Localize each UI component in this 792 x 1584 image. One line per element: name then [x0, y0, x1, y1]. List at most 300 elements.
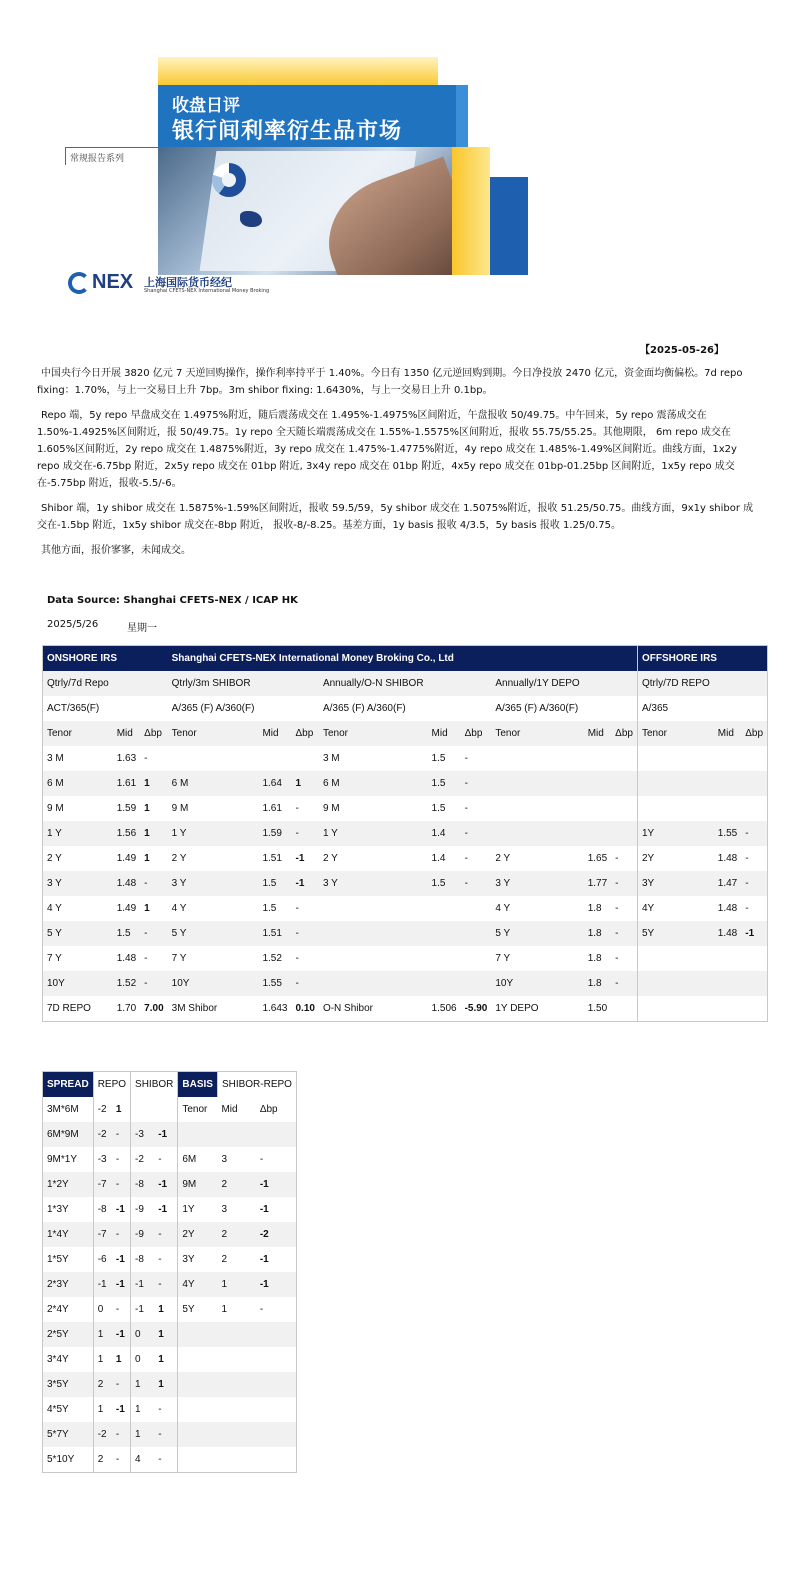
- table-cell: -8: [131, 1247, 155, 1272]
- table-cell: [611, 771, 637, 796]
- table-row: [43, 771, 768, 796]
- table-cell: 3Y: [637, 871, 713, 896]
- irs-header-cell: ONSHORE IRS: [43, 646, 168, 672]
- banner-blue-accent: [456, 85, 468, 147]
- table-cell: 7 Y: [47, 953, 62, 964]
- table-cell: 2: [221, 1254, 227, 1265]
- table-row: [43, 1197, 297, 1222]
- table-cell: [637, 996, 713, 1022]
- table-cell: [461, 671, 492, 696]
- table-cell: 3*5Y: [43, 1372, 94, 1397]
- table-cell: 1*2Y: [43, 1172, 94, 1197]
- table-cell: 1.4: [431, 853, 446, 864]
- table-cell: 6 M: [319, 771, 428, 796]
- table-cell: 1.47: [714, 871, 741, 896]
- spread-header-cell: SHIBOR-REPO: [217, 1072, 296, 1098]
- table-cell: 1 Y: [43, 821, 113, 846]
- table-cell: 1.5: [428, 871, 461, 896]
- table-cell: -1: [154, 1172, 178, 1197]
- table-cell: 1.5: [431, 803, 446, 814]
- table-cell: Mid: [584, 721, 611, 746]
- table-cell: -: [158, 1254, 162, 1265]
- table-cell: -: [291, 971, 318, 996]
- table-cell: [168, 746, 259, 771]
- table-cell: 1: [291, 771, 318, 796]
- table-cell: [178, 1422, 218, 1447]
- table-cell: 2 Y: [495, 853, 511, 864]
- table-cell: [584, 671, 611, 696]
- table-cell: -2: [93, 1122, 112, 1147]
- table-cell: A/365 (F) A/360(F): [495, 703, 579, 714]
- table-cell: Annually/O-N SHIBOR: [319, 671, 428, 696]
- table-cell: -: [295, 953, 299, 964]
- table-cell: -: [611, 871, 637, 896]
- table-cell: A/365 (F) A/360(F): [322, 703, 406, 714]
- table-cell: 1: [144, 903, 150, 914]
- table-cell: [178, 1122, 218, 1147]
- table-cell: -: [158, 1454, 162, 1465]
- table-cell: 1.48: [714, 921, 741, 946]
- table-cell: -: [112, 1422, 131, 1447]
- table-cell: 4Y: [178, 1272, 218, 1297]
- table-cell: [428, 671, 461, 696]
- table-cell: -2: [131, 1147, 155, 1172]
- table-cell: 2*5Y: [43, 1322, 94, 1347]
- table-cell: [714, 771, 741, 796]
- table-cell: [741, 971, 767, 996]
- table-cell: -1: [259, 1254, 269, 1265]
- table-cell: [217, 1397, 255, 1422]
- table-row: [43, 1272, 297, 1297]
- table-cell: 1.49: [116, 853, 137, 864]
- table-cell: 1.5: [113, 921, 140, 946]
- nex-logo-mark-icon: [68, 272, 90, 294]
- table-row: [43, 1422, 297, 1447]
- table-cell: Tenor: [319, 721, 428, 746]
- table-cell: [258, 696, 291, 721]
- table-cell: [584, 796, 611, 821]
- table-cell: 1.61: [262, 803, 282, 814]
- table-row: [43, 1297, 297, 1322]
- table-cell: -: [611, 971, 637, 996]
- table-cell: -: [745, 853, 749, 864]
- table-row: [43, 946, 768, 971]
- table-cell: 2 Y: [322, 853, 338, 864]
- table-cell: 1.48: [717, 853, 738, 864]
- table-cell: 3M Shibor: [171, 1003, 218, 1014]
- table-cell: 1.49: [116, 903, 137, 914]
- table-cell: -: [144, 953, 148, 964]
- table-cell: [637, 946, 713, 971]
- paragraph-repo: Repo 端，5y repo 早盘成交在 1.4975%附近，随后震荡成交在 1.495%-1.4975%区间附近，午盘报收 50/49.75。中午回来，5y repo 震荡成交在 1.50%-1.4925%区间附近，报 50/49.75。1y repo 全天随长端震荡成交在 1.55%-1.5575%区间附近，报收 55.75/55.25。其他期限， 6m repo 成交在 1.605%区间附近，2y repo 成交在 1.4875%附近，3y repo 成交在 1.475%-1.4775%附近，4y repo 成交在 1.485%-1.49%区间附近。曲线方面，1x2y repo 成交在-6.75bp 附近，2x5y repo 成交在 01bp 附近, 3x4y repo 成交在 01bp 附近，4x5y repo 成交在 01bp-01.25bp 区间附近，1x5y repo 成交在-5.75bp 附近，报收-5.5/-6。: [37, 410, 737, 489]
- table-cell: 1.8: [587, 953, 602, 964]
- table-cell: 9M*1Y: [47, 1154, 78, 1165]
- table-cell: 10Y: [491, 971, 583, 996]
- table-cell: 1: [115, 1354, 122, 1365]
- table-row: [43, 821, 768, 846]
- table-cell: 1: [140, 771, 167, 796]
- table-cell: [491, 746, 583, 771]
- table-cell: -: [112, 1122, 131, 1147]
- table-cell: [637, 771, 713, 796]
- table-row: [43, 1147, 297, 1172]
- table-cell: 5 Y: [168, 921, 259, 946]
- table-cell: 1: [154, 1322, 178, 1347]
- table-cell: 6M: [178, 1147, 218, 1172]
- table-cell: 4*5Y: [47, 1404, 69, 1415]
- table-cell: -: [140, 871, 167, 896]
- table-cell: 4 Y: [171, 903, 187, 914]
- table-cell: 3 M: [47, 753, 64, 764]
- table-cell: 1.55: [714, 821, 741, 846]
- table-cell: [461, 921, 492, 946]
- table-cell: [258, 671, 291, 696]
- table-cell: 5*10Y: [47, 1454, 75, 1465]
- table-cell: 3: [221, 1204, 227, 1215]
- table-cell: [611, 996, 637, 1022]
- table-row: [43, 1372, 297, 1397]
- table-cell: [256, 1447, 297, 1473]
- table-cell: [178, 1347, 218, 1372]
- table-cell: -1: [115, 1254, 125, 1265]
- table-cell: [741, 796, 767, 821]
- table-cell: 1: [93, 1322, 112, 1347]
- table-cell: [611, 746, 637, 771]
- table-cell: -: [291, 821, 318, 846]
- table-cell: 0: [131, 1347, 155, 1372]
- table-cell: [113, 671, 140, 696]
- table-cell: [461, 896, 492, 921]
- table-cell: [637, 746, 713, 771]
- table-row: [43, 971, 768, 996]
- table-cell: 5*7Y: [43, 1422, 94, 1447]
- table-cell: [154, 1097, 178, 1122]
- table-cell: -1: [256, 1272, 297, 1297]
- table-cell: [714, 796, 741, 821]
- table-cell: -1: [259, 1204, 269, 1215]
- table-cell: 7.00: [144, 1003, 164, 1014]
- paragraph-other: 其他方面，报价寥寥，未闻成交。: [41, 545, 191, 556]
- table-cell: -: [154, 1222, 178, 1247]
- table-cell: [256, 1322, 297, 1347]
- spread-quote-table: [42, 1071, 297, 1473]
- table-cell: 1: [93, 1347, 112, 1372]
- table-cell: -: [461, 821, 492, 846]
- table-cell: 2: [93, 1372, 112, 1397]
- table-cell: 1: [115, 1104, 122, 1115]
- table-cell: 4 Y: [47, 903, 62, 914]
- table-cell: 1: [158, 1354, 164, 1365]
- table-cell: 2: [217, 1222, 255, 1247]
- table-cell: 2Y: [637, 846, 713, 871]
- table-cell: [491, 821, 583, 846]
- table-cell: [741, 996, 767, 1022]
- table-cell: 1.48: [717, 903, 738, 914]
- table-cell: -1: [131, 1272, 155, 1297]
- table-cell: 1.5: [431, 753, 446, 764]
- series-divider: [65, 147, 158, 148]
- table-cell: A/365 (F) A/360(F): [171, 703, 255, 714]
- table-cell: [584, 821, 611, 846]
- table-cell: [140, 671, 167, 696]
- table-cell: 1: [131, 1397, 155, 1422]
- table-row: [43, 796, 768, 821]
- table-cell: -: [615, 903, 619, 914]
- table-cell: -: [615, 853, 619, 864]
- table-cell: -1: [115, 1204, 125, 1215]
- data-source: Data Source: Shanghai CFETS-NEX / ICAP HK: [47, 595, 298, 606]
- table-cell: 1.51: [258, 921, 291, 946]
- table-cell: Annually/1Y DEPO: [491, 671, 583, 696]
- table-cell: 1.52: [113, 971, 140, 996]
- banner-navy-accent: [490, 177, 528, 275]
- table-cell: 1: [221, 1304, 227, 1315]
- table-cell: -: [615, 953, 619, 964]
- table-cell: A/365: [637, 696, 713, 721]
- table-cell: 2*4Y: [47, 1304, 69, 1315]
- table-row: [43, 1397, 297, 1422]
- table-row: [43, 1122, 297, 1147]
- table-cell: 3 Y: [319, 871, 428, 896]
- table-row: [43, 1172, 297, 1197]
- table-cell: 1.61: [113, 771, 140, 796]
- table-cell: Mid: [258, 721, 291, 746]
- table-cell: [428, 896, 461, 921]
- table-cell: -1: [154, 1122, 178, 1147]
- table-cell: [741, 746, 767, 771]
- table-cell: O-N Shibor: [322, 1003, 373, 1014]
- irs-quote-table: [42, 645, 768, 1022]
- table-cell: 1.70: [116, 1003, 137, 1014]
- table-cell: 1.5: [262, 903, 277, 914]
- table-cell: Δbp: [291, 721, 318, 746]
- banner-yellow-bar: [158, 57, 438, 87]
- table-cell: -1: [115, 1404, 125, 1415]
- table-cell: -1: [295, 853, 305, 864]
- table-cell: -3: [93, 1147, 112, 1172]
- table-cell: -2: [93, 1097, 112, 1122]
- table-cell: -: [741, 871, 767, 896]
- table-cell: [611, 696, 637, 721]
- table-cell: 1.50: [587, 1003, 608, 1014]
- table-row: [43, 1097, 297, 1122]
- table-cell: 1.55: [258, 971, 291, 996]
- table-cell: 4: [131, 1447, 155, 1473]
- table-cell: 1.643: [262, 1003, 288, 1014]
- table-cell: [428, 921, 461, 946]
- table-cell: 1: [93, 1397, 112, 1422]
- table-cell: 1 Y: [168, 821, 259, 846]
- table-cell: 1.65: [587, 853, 608, 864]
- table-cell: -: [140, 921, 167, 946]
- table-cell: 1.506: [431, 1003, 457, 1014]
- table-row: [43, 1222, 297, 1247]
- table-row: [43, 871, 768, 896]
- table-cell: -: [112, 1222, 131, 1247]
- table-cell: -: [295, 803, 299, 814]
- table-cell: [291, 671, 318, 696]
- table-cell: -: [154, 1272, 178, 1297]
- table-cell: 5Y: [178, 1297, 218, 1322]
- table-cell: [256, 1372, 297, 1397]
- table-cell: [428, 971, 461, 996]
- table-cell: Tenor: [43, 721, 113, 746]
- table-cell: Δbp: [461, 721, 492, 746]
- table-cell: Δbp: [259, 1104, 278, 1115]
- table-cell: 3 Y: [491, 871, 583, 896]
- report-series-label: 常规报告系列: [70, 154, 125, 164]
- table-row: [43, 896, 768, 921]
- table-cell: 1.8: [584, 971, 611, 996]
- table-cell: 2 Y: [171, 853, 187, 864]
- table-cell: 4 Y: [495, 903, 511, 914]
- table-cell: [714, 746, 741, 771]
- table-cell: 6 M: [43, 771, 113, 796]
- table-cell: [217, 1347, 255, 1372]
- table-cell: -: [144, 753, 148, 764]
- table-cell: [217, 1422, 255, 1447]
- table-cell: -9: [131, 1222, 155, 1247]
- table-cell: -: [295, 903, 299, 914]
- table-cell: -: [291, 921, 318, 946]
- table-cell: Δbp: [611, 721, 637, 746]
- table-cell: 9 M: [171, 803, 189, 814]
- table-row: [43, 746, 768, 771]
- table-cell: 1.8: [587, 903, 602, 914]
- table-cell: 2: [93, 1447, 112, 1473]
- table-row: [43, 671, 768, 696]
- table-cell: Mid: [428, 721, 461, 746]
- table-cell: Tenor: [491, 721, 583, 746]
- table-cell: Tenor: [178, 1097, 218, 1122]
- table-cell: [584, 746, 611, 771]
- table-cell: [217, 1322, 255, 1347]
- table-cell: [491, 771, 583, 796]
- banner-title-block: [158, 85, 456, 147]
- table-cell: 3 M: [322, 753, 340, 764]
- table-cell: Δbp: [140, 721, 167, 746]
- table-cell: 1Y DEPO: [495, 1003, 539, 1014]
- table-cell: [584, 771, 611, 796]
- table-cell: [178, 1372, 218, 1397]
- paragraph-pboc: 中国央行今日开展 3820 亿元 7 天逆回购操作，操作利率持平于 1.40%。今日有 1350 亿元逆回购到期。今日净投放 2470 亿元，资金面均衡偏松。7d repo fixing：1.70%，与上一交易日上升 7bp。3m shibor fixing: 1.6430%，与上一交易日上升 0.1bp。: [37, 368, 743, 396]
- table-cell: 1: [217, 1272, 255, 1297]
- table-cell: 1*3Y: [47, 1204, 69, 1215]
- table-cell: -5.90: [464, 1003, 488, 1014]
- table-cell: 1: [154, 1372, 178, 1397]
- table-cell: [178, 1397, 218, 1422]
- nex-logo-en: Shanghai CFETS-NEX International Money Broking: [144, 288, 270, 294]
- table-cell: -: [115, 1154, 120, 1165]
- table-cell: -1: [93, 1272, 112, 1297]
- table-cell: 6 M: [168, 771, 259, 796]
- table-cell: [611, 821, 637, 846]
- table-cell: -2: [93, 1422, 112, 1447]
- table-cell: 1.5: [258, 871, 291, 896]
- table-cell: -: [112, 1172, 131, 1197]
- table-cell: 9 M: [322, 803, 340, 814]
- paragraph-shibor: Shibor 端，1y shibor 成交在 1.5875%-1.59%区间附近，报收 59.5/59，5y shibor 成交在 1.5075%附近，报收 51.25/50.75。曲线方面，9x1y shibor 成交在-1.5bp 附近，1x5y shibor 成交在-8bp 附近， 报收-8/-8.25。基差方面，1y basis 报收 4/3.5，5y basis 报收 1.25/0.75。: [37, 503, 754, 531]
- table-cell: -: [154, 1422, 178, 1447]
- table-cell: -9: [131, 1197, 155, 1222]
- table-cell: [714, 996, 741, 1022]
- table-cell: 0: [93, 1297, 112, 1322]
- table-cell: [714, 696, 741, 721]
- table-cell: [217, 1447, 255, 1473]
- table-cell: -1: [112, 1322, 131, 1347]
- table-row: [43, 1447, 297, 1473]
- table-cell: [319, 971, 428, 996]
- series-divider-vertical: [65, 147, 66, 165]
- banner-title-line1: 收盘日评: [172, 96, 240, 116]
- table-cell: [291, 746, 318, 771]
- table-cell: 1: [131, 1422, 155, 1447]
- table-cell: -1: [256, 1172, 297, 1197]
- table-cell: -7: [93, 1172, 112, 1197]
- spread-header-cell: SHIBOR: [131, 1072, 178, 1098]
- table-cell: [741, 671, 767, 696]
- table-cell: -: [140, 971, 167, 996]
- table-cell: 5 Y: [491, 921, 583, 946]
- table-cell: 5 Y: [43, 921, 113, 946]
- table-cell: -1: [158, 1204, 168, 1215]
- table-cell: [428, 696, 461, 721]
- table-row: [43, 846, 768, 871]
- banner-title-line2: 银行间利率衍生品市场: [172, 119, 403, 144]
- data-weekday: 星期一: [127, 623, 157, 634]
- table-cell: Qtrly/7d Repo: [43, 671, 113, 696]
- table-cell: 3Y: [178, 1247, 218, 1272]
- table-cell: -1: [112, 1272, 131, 1297]
- table-cell: -3: [131, 1122, 155, 1147]
- table-cell: 1.8: [584, 921, 611, 946]
- data-date: 2025/5/26: [47, 619, 99, 630]
- table-cell: [637, 796, 713, 821]
- table-cell: -2: [256, 1222, 297, 1247]
- table-cell: 9M: [178, 1172, 218, 1197]
- table-cell: Mid: [221, 1104, 238, 1115]
- table-cell: [611, 671, 637, 696]
- table-cell: 1*4Y: [43, 1222, 94, 1247]
- table-cell: [637, 971, 713, 996]
- spread-header-cell: REPO: [93, 1072, 130, 1098]
- table-cell: 1.77: [584, 871, 611, 896]
- table-cell: [611, 796, 637, 821]
- table-cell: -: [745, 903, 749, 914]
- table-cell: -: [158, 1154, 162, 1165]
- table-cell: 3M*6M: [47, 1104, 79, 1115]
- table-row: [43, 1247, 297, 1272]
- table-cell: -6: [93, 1247, 112, 1272]
- table-cell: 1Y: [637, 821, 713, 846]
- table-cell: 3*4Y: [47, 1354, 69, 1365]
- table-row: [43, 696, 768, 721]
- table-cell: 1: [131, 1372, 155, 1397]
- table-cell: [140, 696, 167, 721]
- table-cell: [584, 696, 611, 721]
- irs-header-cell: Shanghai CFETS-NEX International Money Broking Co., Ltd: [168, 646, 638, 672]
- table-cell: 0: [131, 1322, 155, 1347]
- table-cell: -1: [741, 921, 767, 946]
- table-cell: Δbp: [741, 721, 767, 746]
- table-cell: 1.64: [258, 771, 291, 796]
- table-cell: [258, 746, 291, 771]
- table-cell: -: [115, 1304, 120, 1315]
- table-cell: [714, 971, 741, 996]
- table-cell: 3 Y: [43, 871, 113, 896]
- table-cell: 1.52: [262, 953, 282, 964]
- table-cell: 1.59: [116, 803, 137, 814]
